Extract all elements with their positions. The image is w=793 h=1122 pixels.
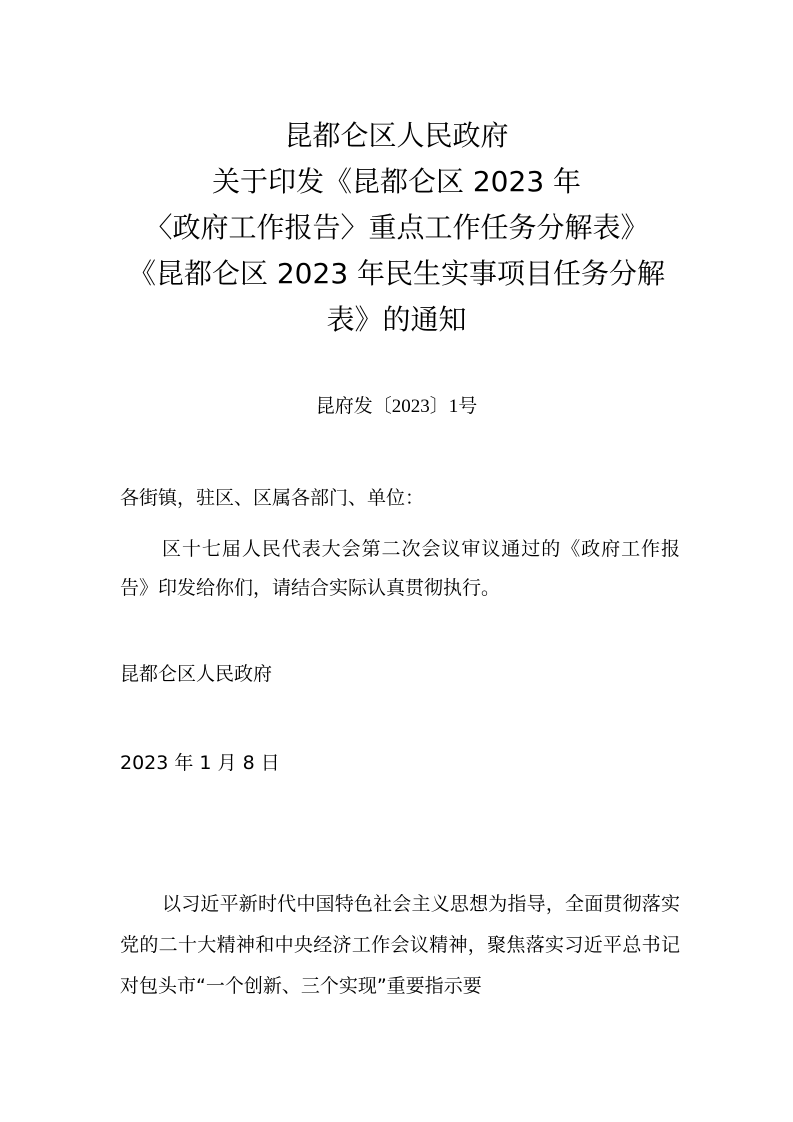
document-title [100, 113, 693, 343]
document-number [0, 392, 793, 421]
signature-date: 2023 年 1 月 8 日 [120, 752, 280, 774]
body-paragraph: 区十七届人民代表大会第二次会议审议通过的《政府工作报告》印发给你们，请结合实际认真贯彻执行。 [120, 538, 680, 599]
body-paragraph-2: 以习近平新时代中国特色社会主义思想为指导，全面贯彻落实党的二十大精神和中央经济工作会议精神，聚焦落实习近平总书记对包头市“一个创新、三个实现”重要指示要 [120, 893, 680, 997]
doc-number-bracket: 〕 [429, 395, 449, 417]
title-line-4: 《昆都仑区 2023 年民生实事项目任务分解 [127, 257, 666, 290]
signature-organization: 昆都仑区人民政府 [120, 663, 273, 685]
salutation: 各街镇，驻区、区属各部门、单位： [120, 487, 425, 509]
title-line-2: 关于印发《昆都仑区 2023 年 [211, 165, 582, 198]
doc-number-serial: 1 [448, 396, 459, 417]
title-line-5: 表》的通知 [326, 303, 467, 336]
title-line-1: 昆都仑区人民政府 [284, 119, 509, 152]
title-line-3: 〈政府工作报告〉重点工作任务分解表》 [144, 211, 649, 244]
doc-number-suffix: 号 [458, 395, 478, 417]
doc-number-year: 2023 [391, 396, 430, 417]
doc-number-prefix: 昆府发〔 [315, 395, 392, 417]
